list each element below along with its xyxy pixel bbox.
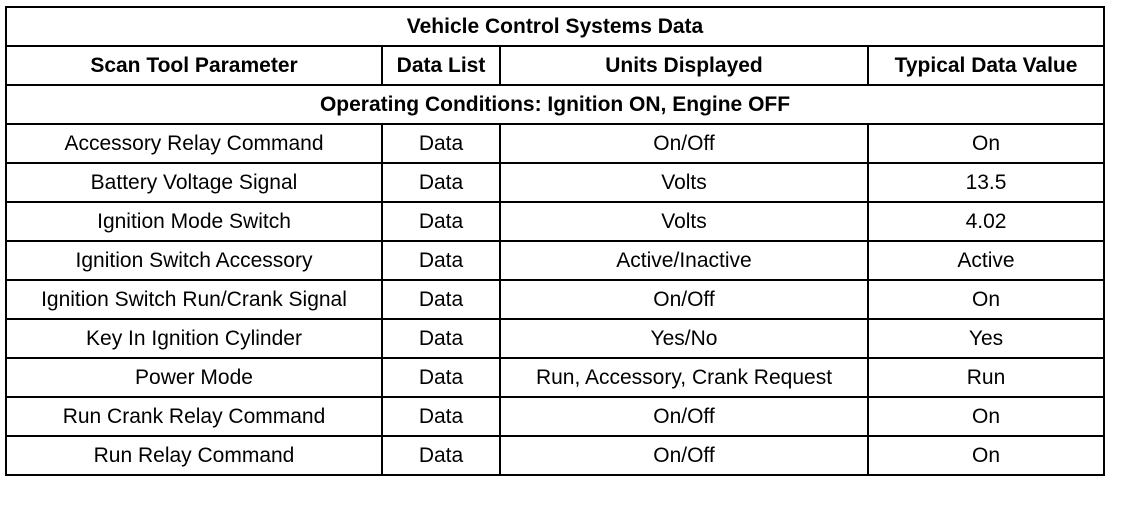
units-cell: Run, Accessory, Crank Request: [500, 358, 868, 397]
header-scan-tool-parameter: Scan Tool Parameter: [6, 46, 382, 85]
units-cell: Volts: [500, 163, 868, 202]
parameter-cell: Ignition Switch Run/Crank Signal: [6, 280, 382, 319]
typical-value-cell: 13.5: [868, 163, 1104, 202]
vehicle-control-systems-table: [5, 6, 1105, 476]
parameter-cell: Power Mode: [6, 358, 382, 397]
header-typical-data-value: Typical Data Value: [868, 46, 1104, 85]
table-row: [6, 163, 1104, 202]
typical-value-cell: On: [868, 280, 1104, 319]
typical-value-cell: On: [868, 436, 1104, 475]
data-list-cell: Data: [382, 241, 500, 280]
table-row: [6, 202, 1104, 241]
operating-conditions: Operating Conditions: Ignition ON, Engine OFF: [6, 85, 1104, 124]
units-cell: Volts: [500, 202, 868, 241]
table-row: [6, 319, 1104, 358]
table-title: Vehicle Control Systems Data: [6, 7, 1104, 46]
data-list-cell: Data: [382, 280, 500, 319]
units-cell: Active/Inactive: [500, 241, 868, 280]
table-row: [6, 280, 1104, 319]
units-cell: On/Off: [500, 436, 868, 475]
parameter-cell: Accessory Relay Command: [6, 124, 382, 163]
parameter-cell: Run Relay Command: [6, 436, 382, 475]
typical-value-cell: 4.02: [868, 202, 1104, 241]
typical-value-cell: Yes: [868, 319, 1104, 358]
typical-value-cell: Active: [868, 241, 1104, 280]
typical-value-cell: Run: [868, 358, 1104, 397]
data-list-cell: Data: [382, 163, 500, 202]
data-list-cell: Data: [382, 358, 500, 397]
parameter-cell: Run Crank Relay Command: [6, 397, 382, 436]
typical-value-cell: On: [868, 124, 1104, 163]
parameter-cell: Ignition Mode Switch: [6, 202, 382, 241]
header-data-list: Data List: [382, 46, 500, 85]
parameter-cell: Battery Voltage Signal: [6, 163, 382, 202]
data-list-cell: Data: [382, 436, 500, 475]
parameter-cell: Key In Ignition Cylinder: [6, 319, 382, 358]
table-row: [6, 358, 1104, 397]
table-row: [6, 124, 1104, 163]
data-list-cell: Data: [382, 202, 500, 241]
parameter-cell: Ignition Switch Accessory: [6, 241, 382, 280]
header-units-displayed: Units Displayed: [500, 46, 868, 85]
data-list-cell: Data: [382, 319, 500, 358]
data-list-cell: Data: [382, 124, 500, 163]
title-row: [6, 7, 1104, 46]
section-row: [6, 85, 1104, 124]
table-row: [6, 397, 1104, 436]
units-cell: On/Off: [500, 124, 868, 163]
table-row: [6, 436, 1104, 475]
units-cell: On/Off: [500, 397, 868, 436]
header-row: [6, 46, 1104, 85]
typical-value-cell: On: [868, 397, 1104, 436]
units-cell: On/Off: [500, 280, 868, 319]
units-cell: Yes/No: [500, 319, 868, 358]
table-row: [6, 241, 1104, 280]
data-list-cell: Data: [382, 397, 500, 436]
